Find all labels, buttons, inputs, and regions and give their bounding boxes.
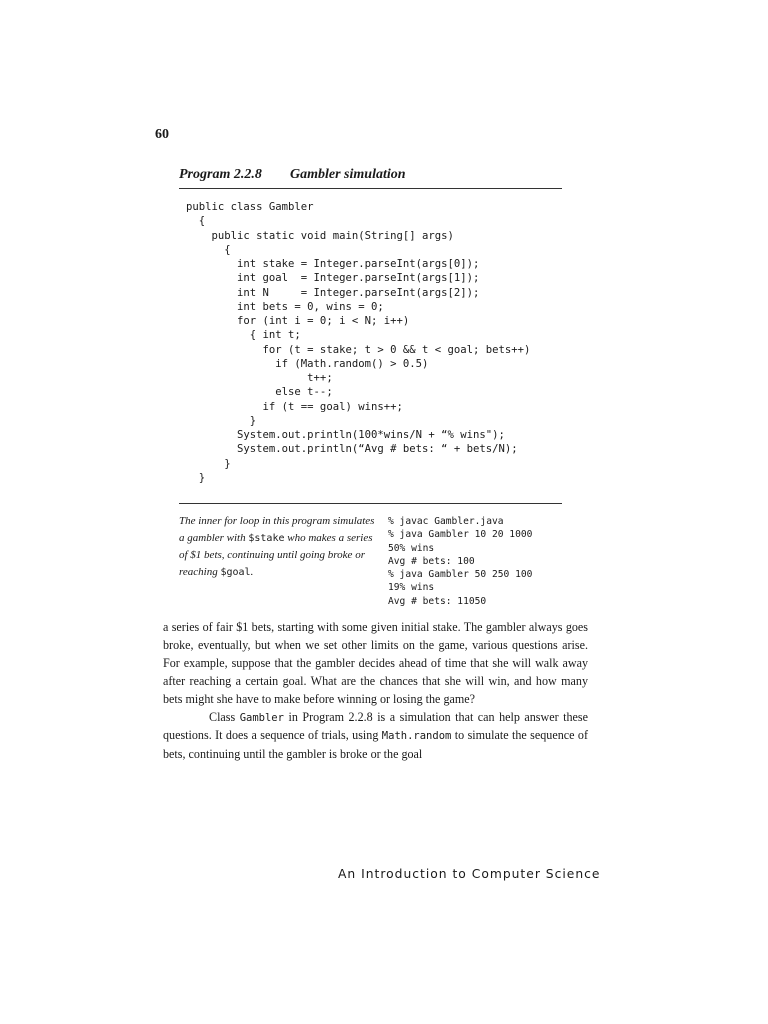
code-line: public class Gambler [186, 201, 314, 213]
code-line: } [186, 414, 257, 427]
code-line: for (int i = 0; i < N; i++) [186, 315, 410, 327]
code-line: int stake = Integer.parseInt(args[0]); [186, 258, 480, 270]
terminal-output [388, 515, 532, 608]
code-line: if (t == goal) wins++; [186, 400, 403, 413]
caption-text-2: who makes a series of $1 bets, continuing until going broke or reaching [179, 532, 373, 578]
code-line: int goal = Integer.parseInt(args[1]); [186, 272, 480, 285]
caption-text-3: . [250, 566, 254, 578]
code-line: System.out.println(“Avg # bets: “ + bets/N); [186, 443, 518, 456]
caption-code-stake: $stake [248, 533, 285, 544]
code-line: for (t = stake; t > 0 && t < goal; bets++) [186, 343, 531, 356]
output-line: % java Gambler 50 250 100 [388, 569, 533, 581]
body-p2-text-b: in Program 2.2.8 is a simulation that can help answer these questions. It does a sequence of trials, using [163, 709, 588, 743]
caption-code-goal: $goal [220, 567, 251, 578]
output-line: Avg # bets: 11050 [388, 595, 487, 607]
code-line: if (Math.random() > 0.5) [186, 357, 429, 370]
code-line: { [186, 243, 231, 256]
body-text [163, 619, 588, 764]
code-line: System.out.println(100*wins/N + “% wins"); [186, 429, 505, 441]
body-p2-text-c: to simulate the sequence of bets, continuing until the gambler is broke or the goal [163, 728, 588, 762]
body-p2-code-math-random: Math.random [381, 730, 452, 743]
program-header [179, 167, 562, 183]
code-listing [186, 200, 530, 485]
header-rule [179, 188, 562, 189]
code-line: int bets = 0, wins = 0; [186, 300, 384, 313]
code-line: public static void main(String[] args) [186, 229, 454, 242]
body-p2-code-gambler: Gambler [239, 711, 284, 724]
output-line: % javac Gambler.java [388, 516, 504, 527]
program-title: Gambler simulation [290, 167, 406, 182]
output-line: 50% wins [388, 542, 435, 554]
caption-text-1: The inner for loop in this program simulates a gambler with [179, 515, 375, 544]
page-number: 60 [155, 127, 169, 142]
body-paragraph-2 [163, 709, 588, 765]
footer-rule [179, 503, 562, 504]
output-line: 19% wins [388, 582, 435, 594]
output-line: % java Gambler 10 20 1000 [388, 529, 533, 541]
page-footer: An Introduction to Computer Science [338, 867, 601, 881]
code-line: { [186, 215, 206, 228]
code-line: int N = Integer.parseInt(args[2]); [186, 286, 480, 299]
code-line: { int t; [186, 329, 301, 342]
program-caption [179, 513, 379, 581]
output-line: Avg # bets: 100 [388, 555, 475, 567]
code-line: t++; [186, 372, 333, 384]
code-line: } [186, 471, 206, 484]
body-paragraph-1: a series of fair $1 bets, starting with some given initial stake. The gambler always goes broke, eventually, but when we set other limits on the game, various questions arise. For example, suppose that the gambler decides ahead of time that she will walk away after reaching a certain goal. What are the chances that she will win, and how many bets might she have to make before winning or losing the game? [163, 620, 588, 706]
body-p2-text-a: Class [209, 709, 240, 724]
code-line: else t--; [186, 386, 333, 399]
code-line: } [186, 457, 231, 470]
program-number: Program 2.2.8 [179, 167, 262, 182]
